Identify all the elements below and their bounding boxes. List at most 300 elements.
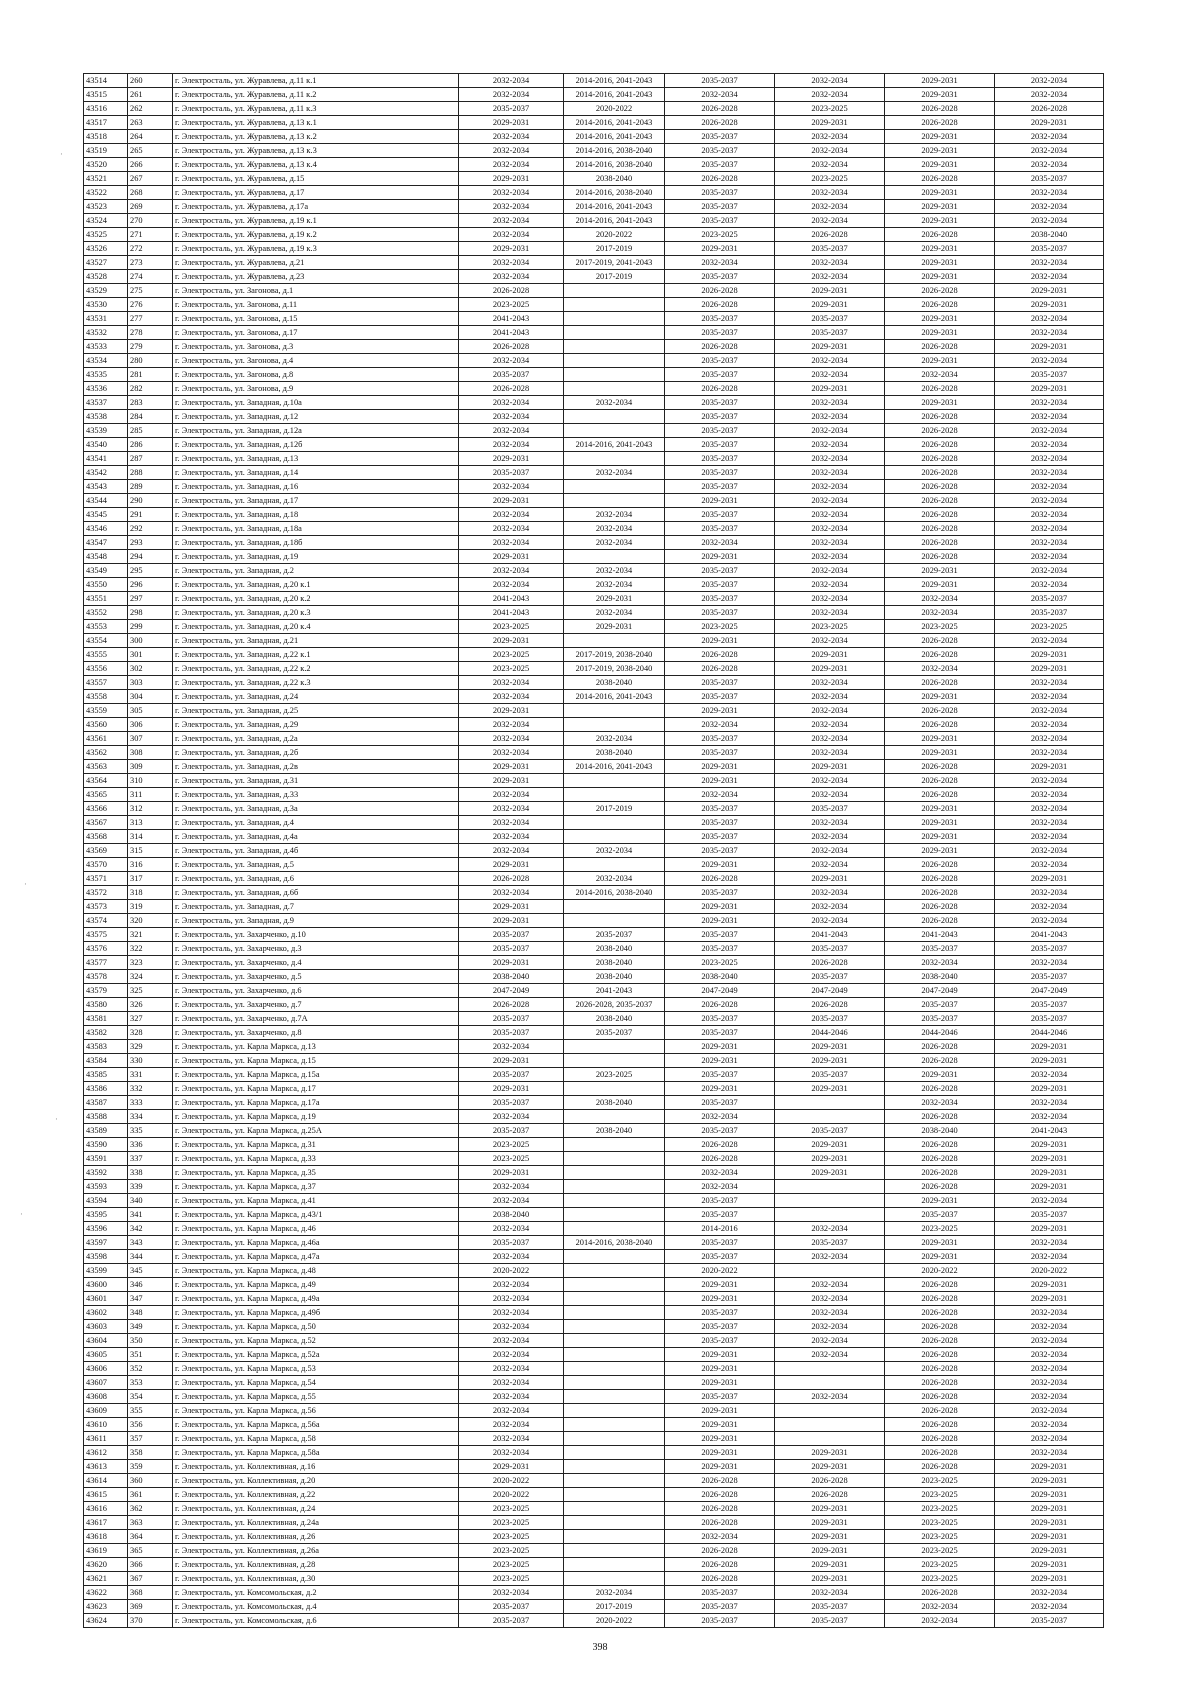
table-cell-p3: 2035-2037 — [665, 1320, 775, 1334]
table-cell-p2 — [564, 704, 665, 718]
table-cell-p5: 2026-2028 — [885, 1292, 995, 1306]
table-cell-id: 43621 — [84, 1572, 128, 1586]
table-cell-id: 43607 — [84, 1376, 128, 1390]
table-cell-p3: 2035-2037 — [665, 1334, 775, 1348]
table-cell-address: г. Электросталь, ул. Западная, д.24 — [173, 690, 459, 704]
table-cell-address: г. Электросталь, ул. Загонова, д.15 — [173, 312, 459, 326]
table-cell-p3: 2026-2028 — [665, 116, 775, 130]
table-cell-p1: 2029-2031 — [459, 494, 564, 508]
table-row — [84, 144, 1104, 158]
table-cell-p1: 2029-2031 — [459, 858, 564, 872]
table-row — [84, 1488, 1104, 1502]
table-cell-p2 — [564, 1362, 665, 1376]
table-cell-p5: 2035-2037 — [885, 1208, 995, 1222]
table-cell-p5: 2026-2028 — [885, 1040, 995, 1054]
table-cell-p3: 2020-2022 — [665, 1264, 775, 1278]
table-cell-p5: 2023-2025 — [885, 1474, 995, 1488]
table-cell-p2: 2038-2040 — [564, 172, 665, 186]
table-cell-p3: 2029-2031 — [665, 1348, 775, 1362]
table-cell-p2 — [564, 1572, 665, 1586]
table-row — [84, 74, 1104, 88]
table-cell-num: 267 — [128, 172, 173, 186]
table-cell-p2: 2017-2019, 2038-2040 — [564, 662, 665, 676]
table-cell-p5: 2023-2025 — [885, 1558, 995, 1572]
table-cell-num: 272 — [128, 242, 173, 256]
table-cell-p3: 2029-2031 — [665, 1418, 775, 1432]
table-cell-p1: 2029-2031 — [459, 956, 564, 970]
table-cell-p5: 2026-2028 — [885, 1418, 995, 1432]
table-cell-address: г. Электросталь, ул. Западная, д.12б — [173, 438, 459, 452]
table-cell-id: 43515 — [84, 88, 128, 102]
table-cell-address: г. Электросталь, ул. Коллективная, д.24а — [173, 1516, 459, 1530]
table-cell-p6: 2032-2034 — [995, 1096, 1104, 1110]
table-cell-p6: 2044-2046 — [995, 1026, 1104, 1040]
table-cell-p4: 2035-2037 — [775, 326, 885, 340]
table-cell-p4 — [775, 1264, 885, 1278]
table-cell-id: 43554 — [84, 634, 128, 648]
table-cell-p6: 2032-2034 — [995, 690, 1104, 704]
table-cell-p4: 2035-2037 — [775, 1236, 885, 1250]
table-cell-p3: 2035-2037 — [665, 1012, 775, 1026]
table-cell-id: 43600 — [84, 1278, 128, 1292]
table-cell-p2 — [564, 494, 665, 508]
table-cell-p5: 2029-2031 — [885, 312, 995, 326]
table-cell-num: 343 — [128, 1236, 173, 1250]
table-cell-p6: 2032-2034 — [995, 452, 1104, 466]
table-cell-address: г. Электросталь, ул. Коллективная, д.30 — [173, 1572, 459, 1586]
table-cell-address: г. Электросталь, ул. Комсомольская, д.4 — [173, 1600, 459, 1614]
table-cell-p2 — [564, 816, 665, 830]
table-cell-p2 — [564, 382, 665, 396]
table-cell-id: 43574 — [84, 914, 128, 928]
table-cell-p6: 2032-2034 — [995, 1446, 1104, 1460]
table-cell-p1: 2038-2040 — [459, 1208, 564, 1222]
table-cell-p1: 2047-2049 — [459, 984, 564, 998]
table-cell-p5: 2026-2028 — [885, 298, 995, 312]
table-cell-p5: 2026-2028 — [885, 1110, 995, 1124]
table-cell-p3: 2029-2031 — [665, 1292, 775, 1306]
table-cell-p2 — [564, 830, 665, 844]
table-cell-id: 43604 — [84, 1334, 128, 1348]
table-cell-p1: 2035-2037 — [459, 1012, 564, 1026]
table-cell-p6: 2035-2037 — [995, 1208, 1104, 1222]
table-cell-id: 43581 — [84, 1012, 128, 1026]
table-cell-num: 358 — [128, 1446, 173, 1460]
table-cell-address: г. Электросталь, ул. Карла Маркса, д.49б — [173, 1306, 459, 1320]
table-cell-p5: 2026-2028 — [885, 1404, 995, 1418]
table-cell-p4: 2029-2031 — [775, 1082, 885, 1096]
table-cell-p2: 2038-2040 — [564, 970, 665, 984]
table-row — [84, 1390, 1104, 1404]
table-cell-p4 — [775, 1110, 885, 1124]
table-cell-p2: 2017-2019, 2041-2043 — [564, 256, 665, 270]
table-cell-p1: 2029-2031 — [459, 900, 564, 914]
table-cell-p4: 2023-2025 — [775, 172, 885, 186]
table-cell-p5: 2026-2028 — [885, 382, 995, 396]
table-cell-id: 43612 — [84, 1446, 128, 1460]
table-cell-p4: 2032-2034 — [775, 1320, 885, 1334]
table-cell-num: 341 — [128, 1208, 173, 1222]
table-cell-p5: 2023-2025 — [885, 1530, 995, 1544]
table-row — [84, 228, 1104, 242]
table-cell-num: 316 — [128, 858, 173, 872]
table-cell-p6: 2032-2034 — [995, 326, 1104, 340]
table-cell-id: 43536 — [84, 382, 128, 396]
table-cell-p4: 2029-2031 — [775, 298, 885, 312]
table-cell-id: 43556 — [84, 662, 128, 676]
table-cell-id: 43534 — [84, 354, 128, 368]
table-row — [84, 1558, 1104, 1572]
table-cell-p5: 2044-2046 — [885, 1026, 995, 1040]
table-cell-p6: 2032-2034 — [995, 1110, 1104, 1124]
table-cell-p4 — [775, 1180, 885, 1194]
table-cell-num: 304 — [128, 690, 173, 704]
table-cell-id: 43527 — [84, 256, 128, 270]
table-row — [84, 368, 1104, 382]
table-cell-num: 284 — [128, 410, 173, 424]
table-cell-address: г. Электросталь, ул. Западная, д.6 — [173, 872, 459, 886]
table-cell-p1: 2032-2034 — [459, 1376, 564, 1390]
table-cell-address: г. Электросталь, ул. Загонова, д.8 — [173, 368, 459, 382]
table-cell-p3: 2035-2037 — [665, 1614, 775, 1628]
table-cell-p3: 2026-2028 — [665, 1544, 775, 1558]
table-cell-address: г. Электросталь, ул. Захарченко, д.7 — [173, 998, 459, 1012]
table-cell-p1: 2023-2025 — [459, 298, 564, 312]
table-cell-p5: 2023-2025 — [885, 1222, 995, 1236]
table-cell-address: г. Электросталь, ул. Карла Маркса, д.52 — [173, 1334, 459, 1348]
table-cell-p5: 2026-2028 — [885, 788, 995, 802]
table-row — [84, 844, 1104, 858]
table-cell-p2 — [564, 1460, 665, 1474]
table-cell-address: г. Электросталь, ул. Западная, д.4а — [173, 830, 459, 844]
table-cell-p2 — [564, 1306, 665, 1320]
table-cell-num: 270 — [128, 214, 173, 228]
table-row — [84, 396, 1104, 410]
table-row — [84, 1530, 1104, 1544]
table-cell-p5: 2035-2037 — [885, 1012, 995, 1026]
table-row — [84, 1516, 1104, 1530]
scan-artifact-mark: · — [55, 1115, 58, 1125]
table-cell-p4 — [775, 1362, 885, 1376]
table-cell-address: г. Электросталь, ул. Западная, д.5 — [173, 858, 459, 872]
table-cell-p2 — [564, 1222, 665, 1236]
table-cell-p6: 2032-2034 — [995, 1348, 1104, 1362]
table-cell-id: 43594 — [84, 1194, 128, 1208]
table-cell-p6: 2032-2034 — [995, 508, 1104, 522]
table-cell-p4: 2032-2034 — [775, 830, 885, 844]
table-cell-id: 43520 — [84, 158, 128, 172]
table-cell-num: 323 — [128, 956, 173, 970]
table-cell-p5: 2026-2028 — [885, 1306, 995, 1320]
table-cell-id: 43589 — [84, 1124, 128, 1138]
table-cell-p5: 2029-2031 — [885, 1250, 995, 1264]
table-row — [84, 536, 1104, 550]
table-cell-num: 276 — [128, 298, 173, 312]
table-cell-address: г. Электросталь, ул. Захарченко, д.10 — [173, 928, 459, 942]
table-cell-num: 298 — [128, 606, 173, 620]
table-cell-p2 — [564, 1208, 665, 1222]
table-row — [84, 690, 1104, 704]
table-row — [84, 956, 1104, 970]
table-cell-p3: 2026-2028 — [665, 872, 775, 886]
table-cell-p4: 2026-2028 — [775, 1488, 885, 1502]
table-cell-p3: 2035-2037 — [665, 928, 775, 942]
table-cell-address: г. Электросталь, ул. Западная, д.29 — [173, 718, 459, 732]
table-cell-address: г. Электросталь, ул. Журавлева, д.19 к.2 — [173, 228, 459, 242]
table-cell-p4: 2032-2034 — [775, 1306, 885, 1320]
table-cell-address: г. Электросталь, ул. Западная, д.33 — [173, 788, 459, 802]
table-cell-p3: 2032-2034 — [665, 788, 775, 802]
table-cell-p1: 2029-2031 — [459, 914, 564, 928]
table-cell-p5: 2032-2034 — [885, 1096, 995, 1110]
table-cell-p2 — [564, 1376, 665, 1390]
table-cell-p5: 2029-2031 — [885, 396, 995, 410]
table-cell-p2 — [564, 1418, 665, 1432]
table-cell-id: 43538 — [84, 410, 128, 424]
table-cell-p1: 2032-2034 — [459, 830, 564, 844]
table-cell-p6: 2029-2031 — [995, 1572, 1104, 1586]
table-cell-p1: 2032-2034 — [459, 788, 564, 802]
table-cell-p1: 2023-2025 — [459, 620, 564, 634]
table-cell-id: 43619 — [84, 1544, 128, 1558]
table-cell-id: 43542 — [84, 466, 128, 480]
table-cell-p6: 2032-2034 — [995, 130, 1104, 144]
table-cell-p3: 2014-2016 — [665, 1222, 775, 1236]
table-cell-address: г. Электросталь, ул. Западная, д.2б — [173, 746, 459, 760]
table-cell-address: г. Электросталь, ул. Журавлева, д.19 к.3 — [173, 242, 459, 256]
table-cell-p6: 2032-2034 — [995, 634, 1104, 648]
table-cell-num: 263 — [128, 116, 173, 130]
table-cell-p5: 2029-2031 — [885, 1068, 995, 1082]
table-cell-p6: 2032-2034 — [995, 1068, 1104, 1082]
table-cell-p4: 2032-2034 — [775, 270, 885, 284]
table-cell-p4: 2029-2031 — [775, 872, 885, 886]
table-cell-p5: 2026-2028 — [885, 634, 995, 648]
table-cell-p5: 2026-2028 — [885, 718, 995, 732]
table-cell-address: г. Электросталь, ул. Западная, д.20 к.3 — [173, 606, 459, 620]
table-cell-p4: 2032-2034 — [775, 1390, 885, 1404]
table-cell-p5: 2026-2028 — [885, 1432, 995, 1446]
table-cell-p4: 2032-2034 — [775, 256, 885, 270]
table-cell-id: 43549 — [84, 564, 128, 578]
table-cell-num: 292 — [128, 522, 173, 536]
table-cell-p2: 2032-2034 — [564, 578, 665, 592]
table-cell-id: 43572 — [84, 886, 128, 900]
table-cell-p1: 2023-2025 — [459, 1138, 564, 1152]
table-cell-p5: 2026-2028 — [885, 1166, 995, 1180]
table-cell-id: 43537 — [84, 396, 128, 410]
table-cell-num: 262 — [128, 102, 173, 116]
table-cell-p6: 2029-2031 — [995, 1138, 1104, 1152]
table-row — [84, 340, 1104, 354]
table-cell-p5: 2026-2028 — [885, 438, 995, 452]
table-cell-p1: 2032-2034 — [459, 1390, 564, 1404]
table-cell-p4: 2032-2034 — [775, 74, 885, 88]
table-cell-p5: 2029-2031 — [885, 130, 995, 144]
table-cell-address: г. Электросталь, ул. Западная, д.20 к.4 — [173, 620, 459, 634]
table-row — [84, 1040, 1104, 1054]
table-cell-num: 295 — [128, 564, 173, 578]
table-cell-address: г. Электросталь, ул. Карла Маркса, д.56 — [173, 1404, 459, 1418]
table-cell-p2: 2017-2019 — [564, 802, 665, 816]
table-cell-p1: 2032-2034 — [459, 1334, 564, 1348]
table-cell-p6: 2032-2034 — [995, 480, 1104, 494]
table-cell-num: 366 — [128, 1558, 173, 1572]
table-cell-id: 43587 — [84, 1096, 128, 1110]
table-cell-p4: 2047-2049 — [775, 984, 885, 998]
table-row — [84, 158, 1104, 172]
table-cell-address: г. Электросталь, ул. Карла Маркса, д.50 — [173, 1320, 459, 1334]
table-cell-num: 265 — [128, 144, 173, 158]
table-cell-num: 308 — [128, 746, 173, 760]
table-cell-p4: 2032-2034 — [775, 634, 885, 648]
table-cell-p2: 2032-2034 — [564, 536, 665, 550]
table-cell-p2: 2029-2031 — [564, 592, 665, 606]
table-cell-p5: 2032-2034 — [885, 662, 995, 676]
table-cell-p3: 2029-2031 — [665, 634, 775, 648]
table-cell-num: 278 — [128, 326, 173, 340]
table-cell-id: 43618 — [84, 1530, 128, 1544]
table-cell-num: 312 — [128, 802, 173, 816]
table-cell-num: 351 — [128, 1348, 173, 1362]
table-cell-address: г. Электросталь, ул. Коллективная, д.28 — [173, 1558, 459, 1572]
table-cell-p3: 2035-2037 — [665, 1026, 775, 1040]
table-cell-p3: 2035-2037 — [665, 326, 775, 340]
table-cell-num: 367 — [128, 1572, 173, 1586]
table-cell-id: 43580 — [84, 998, 128, 1012]
table-cell-p1: 2032-2034 — [459, 1040, 564, 1054]
table-cell-p1: 2029-2031 — [459, 760, 564, 774]
table-cell-num: 293 — [128, 536, 173, 550]
table-cell-p4: 2032-2034 — [775, 1586, 885, 1600]
table-cell-p4: 2032-2034 — [775, 844, 885, 858]
table-cell-p1: 2023-2025 — [459, 1558, 564, 1572]
table-cell-address: г. Электросталь, ул. Загонова, д.3 — [173, 340, 459, 354]
table-cell-p2 — [564, 914, 665, 928]
table-cell-num: 303 — [128, 676, 173, 690]
table-cell-p4: 2032-2034 — [775, 200, 885, 214]
table-cell-address: г. Электросталь, ул. Загонова, д.9 — [173, 382, 459, 396]
table-cell-num: 349 — [128, 1320, 173, 1334]
table-cell-id: 43598 — [84, 1250, 128, 1264]
table-cell-p1: 2032-2034 — [459, 1404, 564, 1418]
table-cell-p1: 2026-2028 — [459, 284, 564, 298]
table-cell-p6: 2032-2034 — [995, 158, 1104, 172]
table-row — [84, 1124, 1104, 1138]
table-cell-id: 43586 — [84, 1082, 128, 1096]
table-cell-num: 365 — [128, 1544, 173, 1558]
table-cell-id: 43562 — [84, 746, 128, 760]
table-cell-p4: 2029-2031 — [775, 1530, 885, 1544]
table-cell-p5: 2026-2028 — [885, 1152, 995, 1166]
table-cell-address: г. Электросталь, ул. Западная, д.4б — [173, 844, 459, 858]
table-cell-p4 — [775, 1376, 885, 1390]
table-cell-p3: 2035-2037 — [665, 1124, 775, 1138]
table-cell-p2 — [564, 1390, 665, 1404]
table-cell-p3: 2026-2028 — [665, 172, 775, 186]
table-cell-p4 — [775, 1096, 885, 1110]
table-cell-id: 43553 — [84, 620, 128, 634]
table-row — [84, 494, 1104, 508]
table-cell-id: 43610 — [84, 1418, 128, 1432]
table-row — [84, 1544, 1104, 1558]
table-cell-num: 261 — [128, 88, 173, 102]
table-cell-id: 43535 — [84, 368, 128, 382]
table-cell-address: г. Электросталь, ул. Западная, д.2а — [173, 732, 459, 746]
table-cell-p1: 2029-2031 — [459, 1054, 564, 1068]
table-cell-p5: 2032-2034 — [885, 1614, 995, 1628]
table-cell-num: 310 — [128, 774, 173, 788]
table-cell-p1: 2032-2034 — [459, 1278, 564, 1292]
table-cell-address: г. Электросталь, ул. Карла Маркса, д.37 — [173, 1180, 459, 1194]
housing-repair-schedule-table — [83, 73, 1104, 1628]
table-cell-p1: 2041-2043 — [459, 592, 564, 606]
table-cell-p5: 2026-2028 — [885, 914, 995, 928]
table-cell-p3: 2032-2034 — [665, 88, 775, 102]
table-cell-id: 43568 — [84, 830, 128, 844]
table-cell-address: г. Электросталь, ул. Западная, д.16 — [173, 480, 459, 494]
table-cell-p3: 2029-2031 — [665, 774, 775, 788]
table-cell-p2: 2038-2040 — [564, 942, 665, 956]
table-cell-id: 43567 — [84, 816, 128, 830]
table-cell-id: 43576 — [84, 942, 128, 956]
table-cell-num: 361 — [128, 1488, 173, 1502]
table-cell-id: 43579 — [84, 984, 128, 998]
table-cell-p6: 2035-2037 — [995, 970, 1104, 984]
table-cell-p5: 2029-2031 — [885, 158, 995, 172]
table-cell-address: г. Электросталь, ул. Карла Маркса, д.25А — [173, 1124, 459, 1138]
table-cell-p6: 2032-2034 — [995, 718, 1104, 732]
table-cell-id: 43575 — [84, 928, 128, 942]
table-cell-p4: 2032-2034 — [775, 368, 885, 382]
table-cell-p6: 2035-2037 — [995, 998, 1104, 1012]
table-cell-address: г. Электросталь, ул. Западная, д.18б — [173, 536, 459, 550]
table-cell-p6: 2041-2043 — [995, 1124, 1104, 1138]
table-cell-p1: 2032-2034 — [459, 676, 564, 690]
table-cell-id: 43530 — [84, 298, 128, 312]
table-cell-p5: 2026-2028 — [885, 424, 995, 438]
table-cell-id: 43622 — [84, 1586, 128, 1600]
table-cell-num: 330 — [128, 1054, 173, 1068]
table-cell-p6: 2029-2031 — [995, 1040, 1104, 1054]
table-row — [84, 550, 1104, 564]
table-row — [84, 914, 1104, 928]
table-row — [84, 1446, 1104, 1460]
table-cell-p1: 2032-2034 — [459, 816, 564, 830]
table-cell-p6: 2032-2034 — [995, 900, 1104, 914]
table-cell-p6: 2032-2034 — [995, 270, 1104, 284]
table-cell-p5: 2029-2031 — [885, 270, 995, 284]
table-cell-p5: 2038-2040 — [885, 970, 995, 984]
table-cell-p4: 2026-2028 — [775, 228, 885, 242]
table-cell-p6: 2032-2034 — [995, 886, 1104, 900]
table-cell-p6: 2029-2031 — [995, 760, 1104, 774]
table-cell-p3: 2026-2028 — [665, 1502, 775, 1516]
table-cell-p5: 2029-2031 — [885, 88, 995, 102]
table-cell-address: г. Электросталь, ул. Карла Маркса, д.13 — [173, 1040, 459, 1054]
table-cell-p6: 2029-2031 — [995, 1180, 1104, 1194]
table-row — [84, 1376, 1104, 1390]
table-cell-p5: 2026-2028 — [885, 340, 995, 354]
table-row — [84, 900, 1104, 914]
table-row — [84, 88, 1104, 102]
table-cell-p4 — [775, 1208, 885, 1222]
table-row — [84, 270, 1104, 284]
table-cell-p5: 2026-2028 — [885, 508, 995, 522]
table-cell-id: 43524 — [84, 214, 128, 228]
table-cell-p5: 2026-2028 — [885, 1362, 995, 1376]
table-cell-num: 260 — [128, 74, 173, 88]
